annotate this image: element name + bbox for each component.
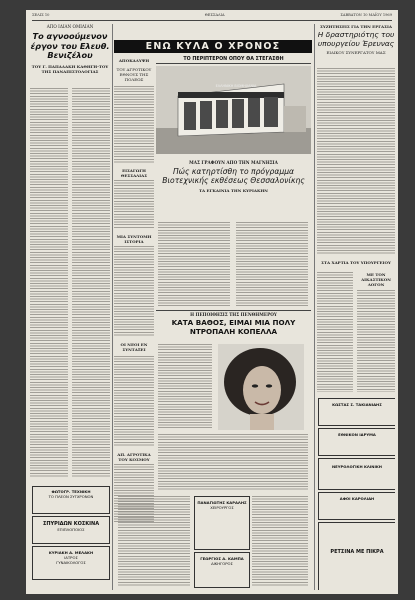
ad-karalis-line: ΧΕΙΡΟΥΡΓΟΣ [210, 504, 234, 510]
right-text-b [317, 272, 353, 392]
page-number: ΣΕΛΙΣ 10 [32, 13, 50, 17]
ad-foundation [318, 428, 395, 456]
ad-kampa-line: ΔΙΚΗΓΟΡΟΣ [211, 560, 233, 566]
narrow-note-5: ΟΙ ΝΕΟΙ ΕΝ ΣΥΝΤΑΞΕΙ [120, 342, 148, 352]
right-text-c [357, 290, 395, 392]
right-column [317, 24, 395, 590]
right-mid-note-2: ΜΕ ΤΟΝ ΔΙΚΑΣΤΙΚΟΝ ΛΟΓΟΝ [361, 272, 391, 287]
narrow-note-4: ΜΙΑ ΣΥΝΤΟΜΗ ΙΣΤΟΡΙΑ [116, 234, 152, 244]
left-text-a [30, 88, 68, 478]
exhibition-kicker: ΜΑΣ ΓΡΑΦΟΥΝ ΑΠΟ ΤΗΝ ΜΑΓΝΗΣΙΑ [189, 160, 278, 165]
right-byline: ΕΙΔΙΚΟΥ ΣΥΝΕΡΓΑΤΟΥ ΜΑΣ [326, 50, 386, 56]
ad-retsina [318, 522, 395, 590]
column-divider [112, 24, 113, 590]
girl-text-a [158, 344, 212, 430]
girl-story-head [156, 310, 311, 342]
narrow-text-c [114, 246, 154, 336]
ad-takianidis [318, 398, 395, 426]
photo-story [156, 57, 311, 157]
exhibition-story [156, 160, 311, 218]
exhibition-text-a [158, 222, 230, 306]
left-headline: Το αγνοούμενον έργον του Ελευθ. Βενιζέλου [30, 31, 110, 61]
ad-melaki-spec: ΓΥΝΑΙΚΟΛΟΓΟΣ [56, 559, 86, 565]
left-subhead: ΤΟΥ Γ. ΠΑΠΑΔΑΚΗ ΚΑΘΗΓΗ-ΤΟΥ ΤΗΣ ΠΑΝΑΠΙΣΤΟΛΟΓΙΑΣ [31, 63, 109, 74]
ad-koskina-title: ΣΠΥΡΙΔΩΝ ΚΟΣΚΙΝΑ [42, 521, 100, 527]
narrow-note-1: ΑΠΟΚΑΛΥΨΗ [118, 58, 150, 63]
girl-headline: ΚΑΤΑ ΒΑΘΟΣ, ΕΙΜΑΙ ΜΙΑ ΠΟΛΥ ΝΤΡΟΠΑΛΗ ΚΟΠΕΛΛΑ [171, 318, 296, 336]
right-mid-note-1: ΣΤΑ ΧΑΡΤΙΑ ΤΟΥ ΥΠΟΥΡΓΕΙΟΥ [321, 260, 391, 265]
right-text-a [317, 68, 395, 254]
narrow-text-a [114, 86, 154, 164]
narrow-text-b [114, 180, 154, 228]
newspaper-page [26, 10, 398, 594]
issue-date: ΣΑΒΒΑΤΟΝ 10 ΜΑΪΟΥ 1969 [340, 13, 392, 17]
right-headline: Η δραστηριότης του υπουργείου Έρευνας [317, 30, 395, 48]
running-header [32, 12, 392, 21]
left-text-b [72, 88, 110, 478]
right-kicker: ΣΥΖΗΤΗΣΕΙΣ ΓΙΑ ΤΗΝ ΕΡΓΑΣΙΑ [320, 24, 392, 29]
paper-name: ΘΕΣΣΑΛΙΑ [204, 13, 225, 17]
left-kicker: ΑΠΟ ΙΔΙΑΝ ΟΜΙΛΙΑΝ [46, 24, 94, 29]
ad-foundation-title: ΕΘΝΙΚΟΝ ΙΔΡΥΜΑ [338, 432, 376, 437]
ad-photo-tech-title: ΦΩΤΟΓΡ. ΤΕΧΝΙΚΗ [51, 489, 91, 494]
masthead-title: ΕΝΩ ΚΥΛΑ Ο ΧΡΟΝΟΣ [145, 41, 281, 52]
photo-caption: ΤΟ ΠΕΡΙΠΤΕΡΟΝ ΟΠΟΥ ΘΑ ΣΤΕΓΑΣΘΗ [156, 57, 311, 64]
ad-melaki-title: ΚΥΡΙΑΚΗ Α. ΜΕΛΑΚΗ [48, 550, 94, 555]
exhibition-headline: Πώς κατηρτίσθη το πρόγραμμα Βιοτεχνικής εκθέσεως Θεσσαλονίκης [162, 167, 305, 186]
portrait-photo [218, 344, 304, 430]
ad-retsina-title: ΡΕΤΣΙΝΑ ΜΕ ΠΙΚΡΑ [330, 549, 384, 555]
girl-kicker: Η ΠΕΠΟΙΘΗΣΙΣ ΤΗΣ ΠΕΝΘΗΜΕΡΟΥ [156, 310, 311, 317]
ad-karalis-title: ΠΑΝΑΓΙΩΤΗΣ ΚΑΡΑΛΗΣ [197, 500, 247, 505]
ad-koskina [32, 516, 110, 544]
exhibition-text-b [236, 222, 308, 306]
ad-kampa [194, 552, 250, 588]
ad-neuro-title: ΝΕΥΡΟΛΟΓΙΚΗ ΚΛΙΝΙΚΗ [332, 464, 382, 469]
narrow-note-3: ΕΙΣΑΓΩΓΗ ΘΕΣΣΑΛΙΑΣ [120, 168, 148, 178]
exhibition-subkicker: ΤΑ ΕΓΚΑΙΝΙΑ ΤΗΝ ΚΥΡΙΑΚΗΝ [199, 188, 268, 194]
ad-melaki [32, 546, 110, 580]
ad-neuro [318, 458, 395, 490]
narrow-note-2: ΤΟΥ ΑΓΡΟΤΙΚΟΥ ΕΘΝΟΥΣ ΤΗΣ ΠΟΛΕΩΣ [116, 67, 152, 82]
ad-melaki-line: ΙΑΤΡΟΣ [64, 554, 78, 560]
ad-photo-tech-line: ΤΟ ΠΛΕΟΝ ΣΥΓΧΡΟΝΟΝ [48, 493, 94, 499]
building-sign: ΕΛΛΗΝΙΚΗ ΒΙΟΜΗΧΑΝΙΑ [215, 84, 257, 88]
column-divider [314, 24, 315, 590]
bottom-text [118, 496, 190, 586]
left-column [30, 24, 110, 590]
girl-text-b [158, 434, 308, 490]
ad-karolidi-title: ΑΦΟΙ ΚΑΡΟΛΙΔΗ [339, 496, 375, 501]
bottom-text-b [252, 496, 308, 586]
masthead-banner [114, 40, 312, 53]
ad-koskina-line: ΕΠΙΠΛΟΠΟΙΟΣ [57, 526, 85, 532]
ad-photo-tech [32, 486, 110, 514]
building-photo [156, 66, 311, 154]
ad-kampa-title: ΓΕΩΡΓΙΟΣ Α. ΚΑΜΠΑ [200, 556, 244, 561]
ad-karolidi [318, 492, 395, 520]
narrow-text-d [114, 356, 154, 446]
ad-karalis [194, 496, 250, 550]
ad-takianidis-title: ΚΩΣΤΑΣ Σ. ΤΑΚΙΑΝΙΔΗΣ [332, 402, 382, 407]
narrow-note-6: ΑΠ. ΑΓΡΟΤΙΚΑ ΤΟΥ ΚΟΣΜΟΥ [117, 452, 151, 462]
